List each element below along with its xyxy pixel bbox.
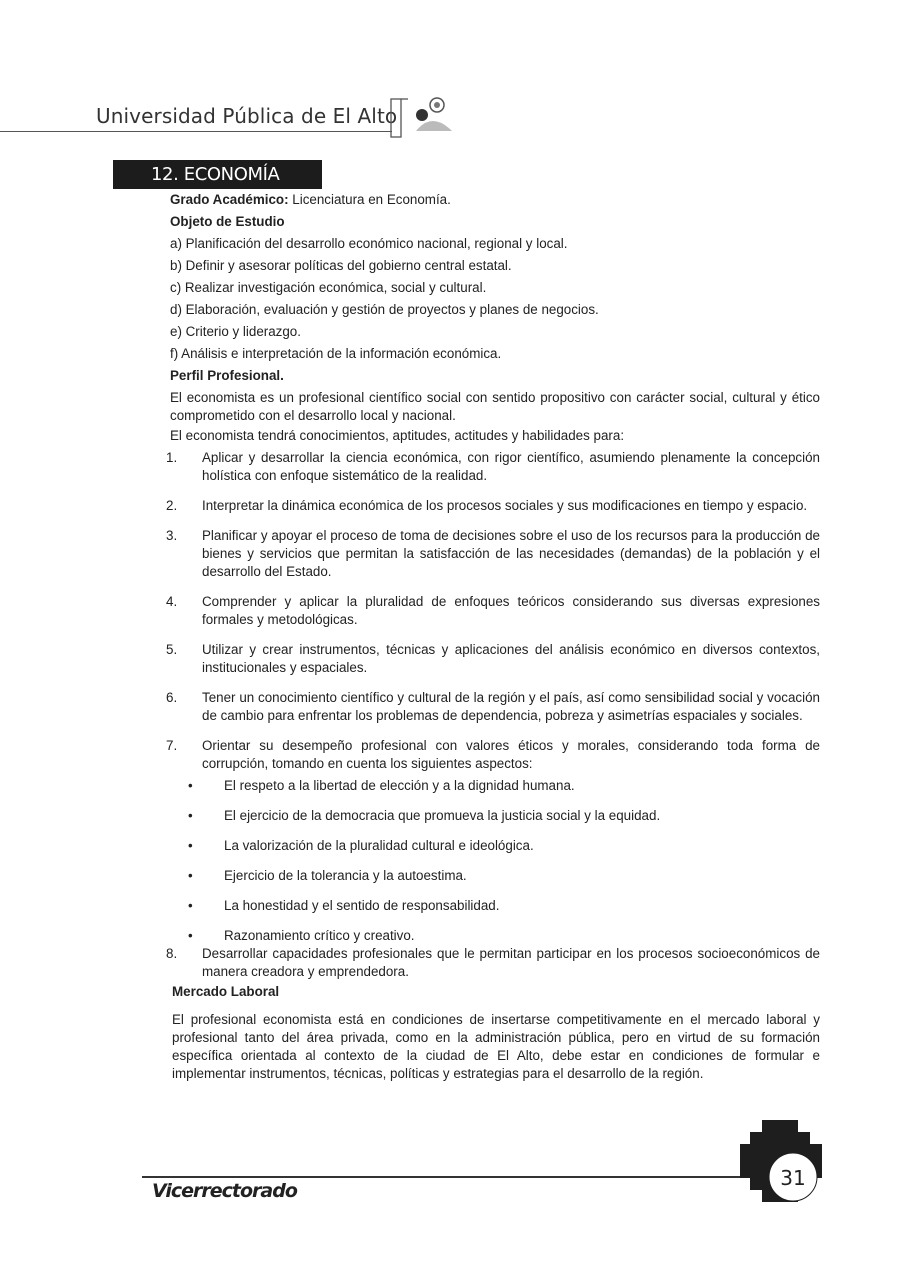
perfil-heading: Perfil Profesional. [170,368,284,383]
objeto-item: b) Definir y asesorar políticas del gobierno central estatal. [170,258,512,273]
grado-line [170,191,820,209]
list-text: Aplicar y desarrollar la ciencia económica, con rigor científico, asumiendo plenamente la concepción holística con enfoque sistemático de la realidad. [202,450,820,483]
bullet-text: El respeto a la libertad de elección y a la dignidad humana. [224,778,575,793]
bullet-item [170,807,820,825]
bullet-item [170,837,820,855]
list-item [166,945,820,981]
list-text: Interpretar la dinámica económica de los procesos sociales y sus modificaciones en tiempo y espacio. [202,498,808,513]
objeto-item: a) Planificación del desarrollo económico nacional, regional y local. [170,236,568,251]
list-text: Comprender y aplicar la pluralidad de enfoques teóricos considerando sus diversas expresiones formales y metodológicas. [202,594,820,627]
list-number: 3. [166,528,178,543]
bullet-item [170,897,820,915]
university-logo-icon [388,93,460,139]
list-text: Tener un conocimiento científico y cultural de la región y el país, así como sensibilidad social y vocación de cambio para enfrentar los problemas de dependencia, pobreza y asimetrías espaciales y sociales. [202,690,820,723]
page-content [166,191,820,1085]
university-title: Universidad Pública de El Alto [96,104,398,128]
list-text: Planificar y apoyar el proceso de toma de decisiones sobre el uso de los recursos para la producción de bienes y servicios que permitan la satisfacción de las necesidades (demandas) de la población y el desarrollo del Estado. [202,528,820,579]
bullet-icon: • [188,808,193,823]
mercado-paragraph: El profesional economista está en condiciones de insertarse competitivamente en el mercado laboral y profesional tanto del área privada, como en la administración pública, pero en virtud de su formación específica orientada al contexto de la ciudad de El Alto, debe estar en condiciones de formular e implementar instrumentos, técnicas, políticas y estrategias para el desarrollo de la región. [172,1012,820,1081]
bullet-icon: • [188,778,193,793]
bullet-text: La valorización de la pluralidad cultural e ideológica. [224,838,534,853]
bullet-item [170,777,820,795]
page-number: 31 [780,1166,806,1190]
grado-value: Licenciatura en Economía. [288,192,451,207]
list-number: 1. [166,450,178,465]
list-item [166,593,820,629]
bullet-text: El ejercicio de la democracia que promueva la justicia social y la equidad. [224,808,661,823]
bullet-item [170,927,820,945]
list-number: 6. [166,690,178,705]
bullet-text: Ejercicio de la tolerancia y la autoestima. [224,868,467,883]
footer-rule [142,1176,742,1178]
list-text: Orientar su desempeño profesional con valores éticos y morales, considerando toda forma de corrupción, tomando en cuenta los siguientes aspectos: [202,738,820,771]
bullet-item [170,867,820,885]
perfil-intro: El economista tendrá conocimientos, aptitudes, actitudes y habilidades para: [170,428,625,443]
grado-label: Grado Académico: [170,192,289,207]
list-text: Utilizar y crear instrumentos, técnicas y aplicaciones del análisis económico en diversos contextos, institucionales y espaciales. [202,642,820,675]
list-text: Desarrollar capacidades profesionales que le permitan participar en los procesos socioeconómicos de manera creadora y emprendedora. [202,946,820,979]
bullet-icon: • [188,898,193,913]
list-item [166,497,820,515]
list-item [166,449,820,485]
perfil-paragraph: El economista es un profesional científico social con sentido propositivo con carácter social, cultural y ético comprometido con el desarrollo local y nacional. [170,390,820,423]
mercado-heading: Mercado Laboral [172,984,280,999]
list-number: 5. [166,642,178,657]
list-item [166,689,820,725]
header-rule [0,131,392,132]
list-number: 7. [166,738,178,753]
list-number: 4. [166,594,178,609]
bullet-icon: • [188,838,193,853]
footer-brand: Vicerrectorado [152,1180,297,1202]
bullet-text: Razonamiento crítico y creativo. [224,928,415,943]
list-item [166,641,820,677]
objeto-heading: Objeto de Estudio [170,214,285,229]
list-item [166,527,820,581]
perfil-list [166,449,820,981]
list-number: 2. [166,498,178,513]
list-item [166,737,820,945]
objeto-item: e) Criterio y liderazgo. [170,324,301,339]
objeto-item: c) Realizar investigación económica, social y cultural. [170,280,487,295]
list-number: 8. [166,946,178,961]
objeto-item: d) Elaboración, evaluación y gestión de proyectos y planes de negocios. [170,302,599,317]
bullet-icon: • [188,928,193,943]
section-title: 12. ECONOMÍA [113,160,322,189]
bullet-icon: • [188,868,193,883]
aspects-list [188,777,820,945]
objeto-item: f) Análisis e interpretación de la información económica. [170,346,502,361]
bullet-text: La honestidad y el sentido de responsabilidad. [224,898,500,913]
